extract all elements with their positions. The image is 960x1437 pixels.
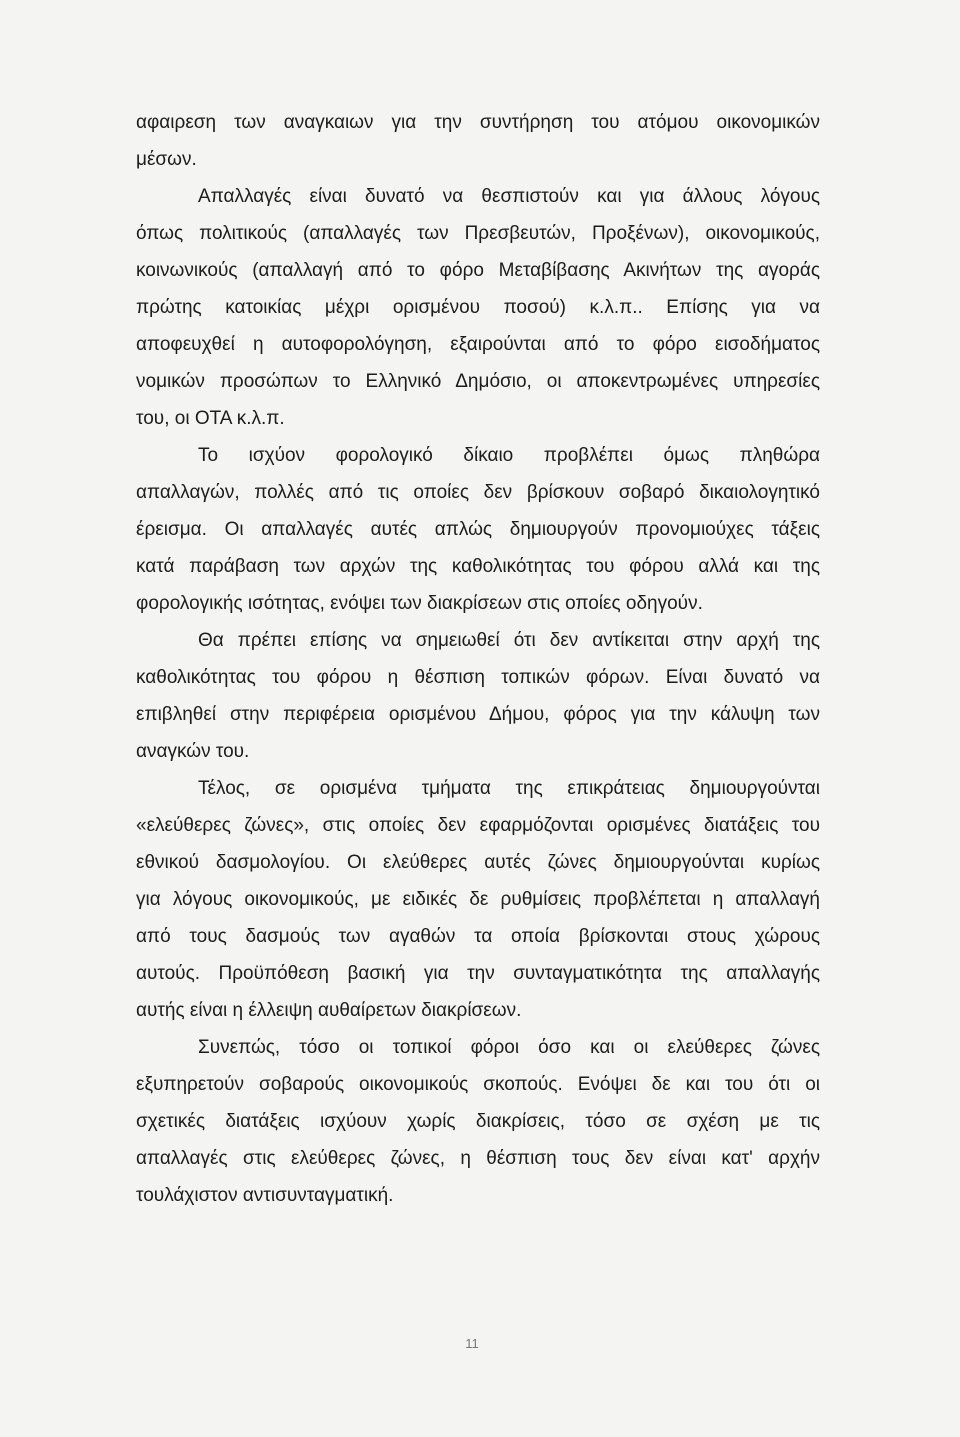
text-line: κατά παράβαση των αρχών της καθολικότητας του φόρου αλλά και της (136, 556, 820, 577)
paragraph-first-line: Τέλος, σε ορισμένα τμήματα της επικράτειας δημιουργούνται (198, 778, 820, 799)
text-line: απαλλαγές στις ελεύθερες ζώνες, η θέσπιση τους δεν είναι κατ' αρχήν (136, 1148, 820, 1169)
text-line: του, οι ΟΤΑ κ.λ.π. (136, 408, 285, 429)
text-line: φορολογικής ισότητας, ενόψει των διακρίσεων στις οποίες οδηγούν. (136, 593, 703, 614)
text-line: κοινωνικούς (απαλλαγή από το φόρο Μεταβίβασης Ακινήτων της αγοράς (136, 260, 820, 281)
text-line: νομικών προσώπων το Ελληνικό Δημόσιο, οι αποκεντρωμένες υπηρεσίες (136, 371, 820, 392)
text-line: μέσων. (136, 149, 197, 170)
text-line: εξυπηρετούν σοβαρούς οικονομικούς σκοπούς. Ενόψει δε και του ότι οι (136, 1074, 820, 1095)
text-line: από τους δασμούς των αγαθών τα οποία βρίσκονται στους χώρους (136, 926, 820, 947)
text-line: όπως πολιτικούς (απαλλαγές των Πρεσβευτών, Προξένων), οικονομικούς, (136, 223, 820, 244)
text-line: εθνικού δασμολογίου. Οι ελεύθερες αυτές ζώνες δημιουργούνται κυρίως (136, 852, 820, 873)
text-line: έρεισμα. Οι απαλλαγές αυτές απλώς δημιουργούν προνομιούχες τάξεις (136, 519, 820, 540)
text-line: τουλάχιστον αντισυνταγματική. (136, 1185, 394, 1206)
body-text (136, 104, 820, 1214)
paragraph-first-line: Απαλλαγές είναι δυνατό να θεσπιστούν και για άλλους λόγους (198, 186, 820, 207)
paragraph-first-line: Το ισχύον φορολογικό δίκαιο προβλέπει όμως πληθώρα (198, 445, 820, 466)
text-line: απαλλαγών, πολλές από τις οποίες δεν βρίσκουν σοβαρό δικαιολογητικό (136, 482, 820, 503)
text-line: καθολικότητας του φόρου η θέσπιση τοπικών φόρων. Είναι δυνατό να (136, 667, 820, 688)
text-line: αυτής είναι η έλλειψη αυθαίρετων διακρίσεων. (136, 1000, 522, 1021)
text-line: για λόγους οικονομικούς, με ειδικές δε ρυθμίσεις προβλέπεται η απαλλαγή (136, 889, 820, 910)
text-line: σχετικές διατάξεις ισχύουν χωρίς διακρίσεις, τόσο σε σχέση με τις (136, 1111, 820, 1132)
text-line: αυτούς. Προϋπόθεση βασική για την συνταγματικότητα της απαλλαγής (136, 963, 820, 984)
text-line: αναγκών του. (136, 741, 250, 762)
text-line: πρώτης κατοικίας μέχρι ορισμένου ποσού) κ.λ.π.. Επίσης για να (136, 297, 820, 318)
text-line: αποφευχθεί η αυτοφορολόγηση, εξαιρούνται από το φόρο εισοδήματος (136, 334, 820, 355)
paragraph-first-line: Συνεπώς, τόσο οι τοπικοί φόροι όσο και οι ελεύθερες ζώνες (198, 1037, 820, 1058)
page-number: 11 (465, 1336, 479, 1351)
text-line: αφαιρεση των αναγκαιων για την συντήρηση του ατόμου οικονομικών (136, 112, 820, 133)
text-line: «ελεύθερες ζώνες», στις οποίες δεν εφαρμόζονται ορισμένες διατάξεις του (136, 815, 820, 836)
paragraph-first-line: Θα πρέπει επίσης να σημειωθεί ότι δεν αντίκειται στην αρχή της (198, 630, 820, 651)
text-line: επιβληθεί στην περιφέρεια ορισμένου Δήμου, φόρος για την κάλυψη των (136, 704, 820, 725)
